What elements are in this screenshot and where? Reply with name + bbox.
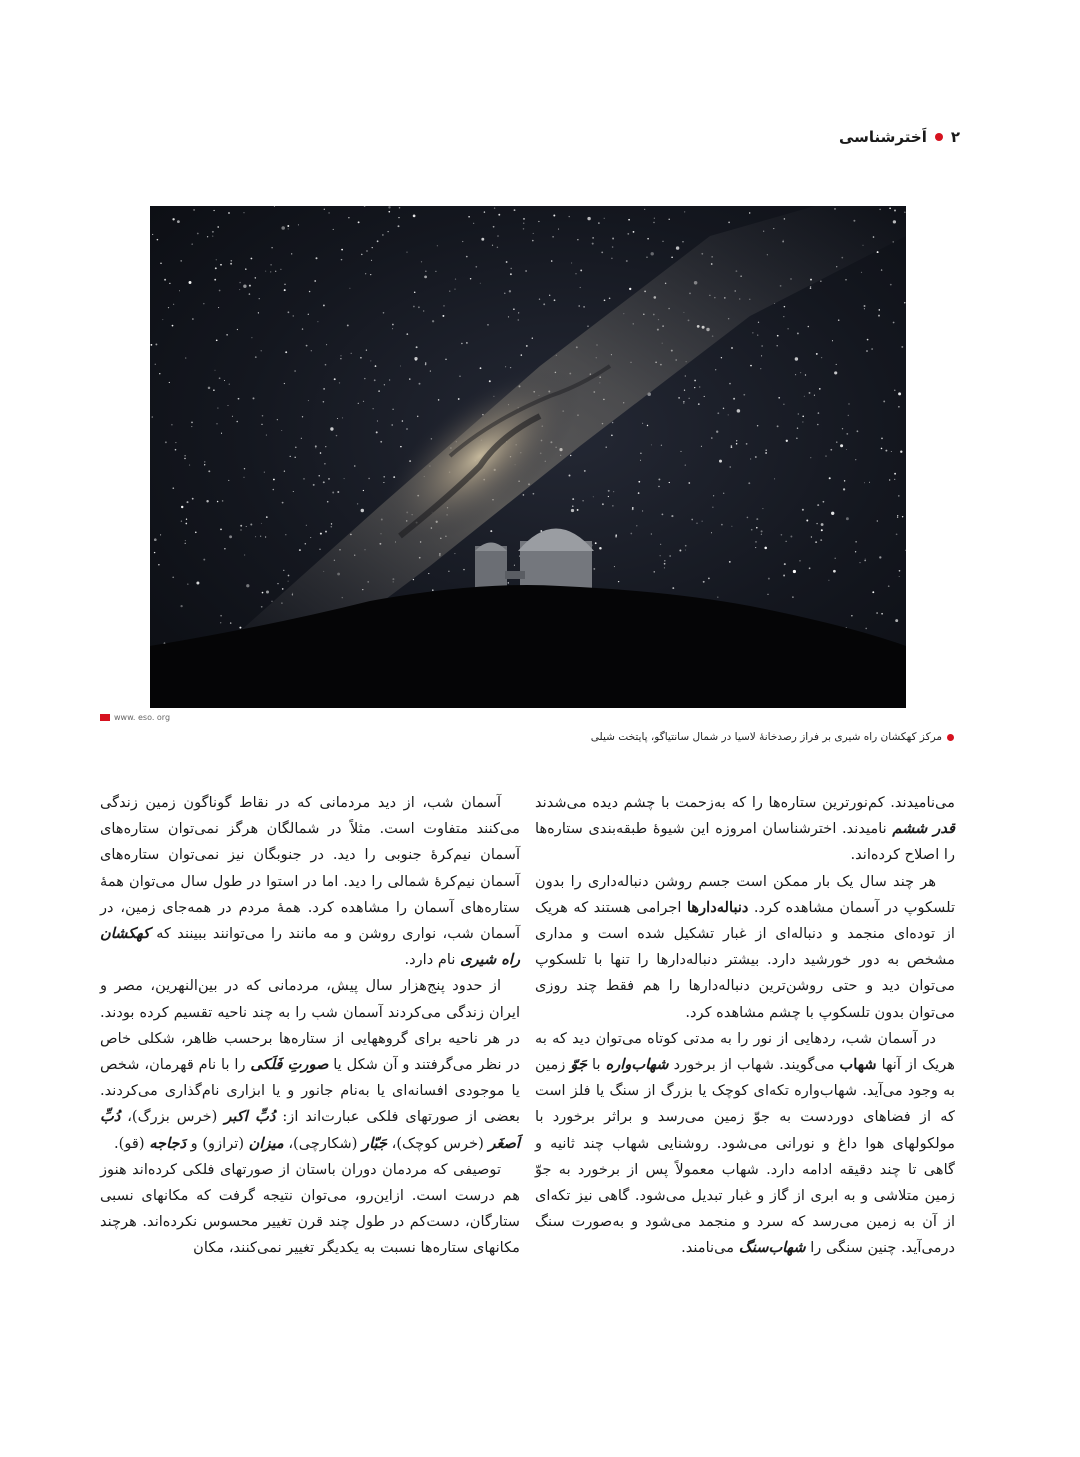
caption-text: مرکز کهکشان راه شیری بر فراز رصدخانهٔ لاسیا در شمال سانتیاگو، پایتخت شیلی — [590, 731, 942, 743]
photo-credit — [100, 713, 170, 722]
paragraph: از حدود پنج‌هزار سال پیش، مردمانی که در بین‌النهرین، مصر و ایران زندگی می‌کردند آسمان شب را به چند ناحیه تقسیم کرده بودند. در هر ناحیه برای گروههایی از ستاره‌ها برحسب ظاهر، شکلی خاص در نظر می‌گرفتند و آن شکل یا صورتِ فَلَکی را با نام قهرمان، شخص یا موجودی افسانه‌ای یا به‌نام جانور و یا ابزاری نام‌گذاری می‌کردند. بعضی از صورتهای فلکی عبارت‌اند از: دُبِّ اکبر (خرس بزرگ)، دُبِّ اَصغَر (خرس کوچک)، جَبّار (شکارچی)، میزان (ترازو) و دَجاجه (قو). — [100, 977, 520, 1152]
milky-way-observatory-photo — [150, 206, 906, 708]
paragraph: می‌نامیدند. کم‌نورترین ستاره‌ها را که به‌زحمت با چشم دیده می‌شدند قدر ششم نامیدند. اخترشناسان امروزه این شیوهٔ طبقه‌بندی ستاره‌ها را اصلاح کرده‌اند. — [535, 794, 955, 864]
figure-caption — [591, 731, 954, 743]
paragraph: هر چند سال یک بار ممکن است جسم روشن دنباله‌داری را بدون تلسکوپ در آسمان مشاهده کرد. دنباله‌دارها اجرامی هستند که هریک از توده‌ای منجمد و دنباله‌ای از غبار تشکیل شده است و مداری مشخص به دور خورشید دارد. بیشتر دنباله‌دارها را تنها با تلسکوپ می‌توان دید و حتی روشن‌ترین دنباله‌دارها را هم فقط چند روزی می‌توان بدون تلسکوپ با چشم مشاهده کرد. — [535, 872, 956, 1021]
bullet-dot — [935, 133, 943, 141]
chapter-title: اَخترشناسی — [839, 128, 927, 146]
right-column — [535, 790, 955, 1262]
left-column — [100, 790, 520, 1262]
credit-logo-icon — [100, 714, 110, 721]
paragraph: در آسمان شب، ردهایی از نور را به مدتی کوتاه می‌توان دید که به هریک از آنها شهاب می‌گویند. شهاب از برخورد شهاب‌واره با جَوّ زمین به وجود می‌آید. شهاب‌واره تکه‌ای کوچک یا بزرگ از سنگ یا فلز است که از فضاهای دوردست به جوّ زمین می‌رسد و براثر برخورد با مولکولهای هوا داغ و نورانی می‌شود. روشنایی شهاب چند ثانیه و گاهی تا چند دقیقه ادامه دارد. شهاب معمولاً پس از برخورد به جوّ زمین متلاشی و به ابری از گاز و غبار تبدیل می‌شود. گاهی نیز تکه‌ای از آن به زمین می‌رسد که سرد و منجمد می‌شود و به‌صورت سنگ درمی‌آید. چنین سنگی را شهاب‌سنگ می‌نامند. — [535, 1029, 955, 1257]
caption-bullet — [947, 734, 954, 741]
paragraph: آسمان شب، از دید مردمانی که در نقاط گوناگون زمین زندگی می‌کنند متفاوت است. مثلاً در شمالگان هرگز نمی‌توان ستاره‌های آسمان نیم‌کرهٔ جنوبی را دید. در جنوبگان نیز نمی‌توان ستاره‌های آسمان نیم‌کرهٔ شمالی را دید. اما در استوا در طول سال می‌توان همهٔ ستاره‌های آسمان را مشاهده کرد. همهٔ مردم در همه‌جای زمین، در آسمان شب، نواری روشن و مه مانند را می‌توانند ببینند که کهکشان راه شیری نام دارد. — [100, 794, 520, 969]
running-header — [839, 128, 960, 146]
credit-text: www. eso. org — [114, 713, 171, 722]
paragraph: توصیفی که مردمان دوران باستان از صورتهای فلکی کرده‌اند هنوز هم درست است. ازاین‌رو، می‌توان نتیجه گرفت که مکانهای نسبی ستارگان، دست‌کم در طول چند قرن تغییر محسوس نکرده‌اند. هرچند مکانهای ستاره‌ها نسبت به یکدیگر تغییر نمی‌کنند، مکان — [100, 1160, 520, 1257]
page-number: ۲ — [950, 128, 960, 146]
